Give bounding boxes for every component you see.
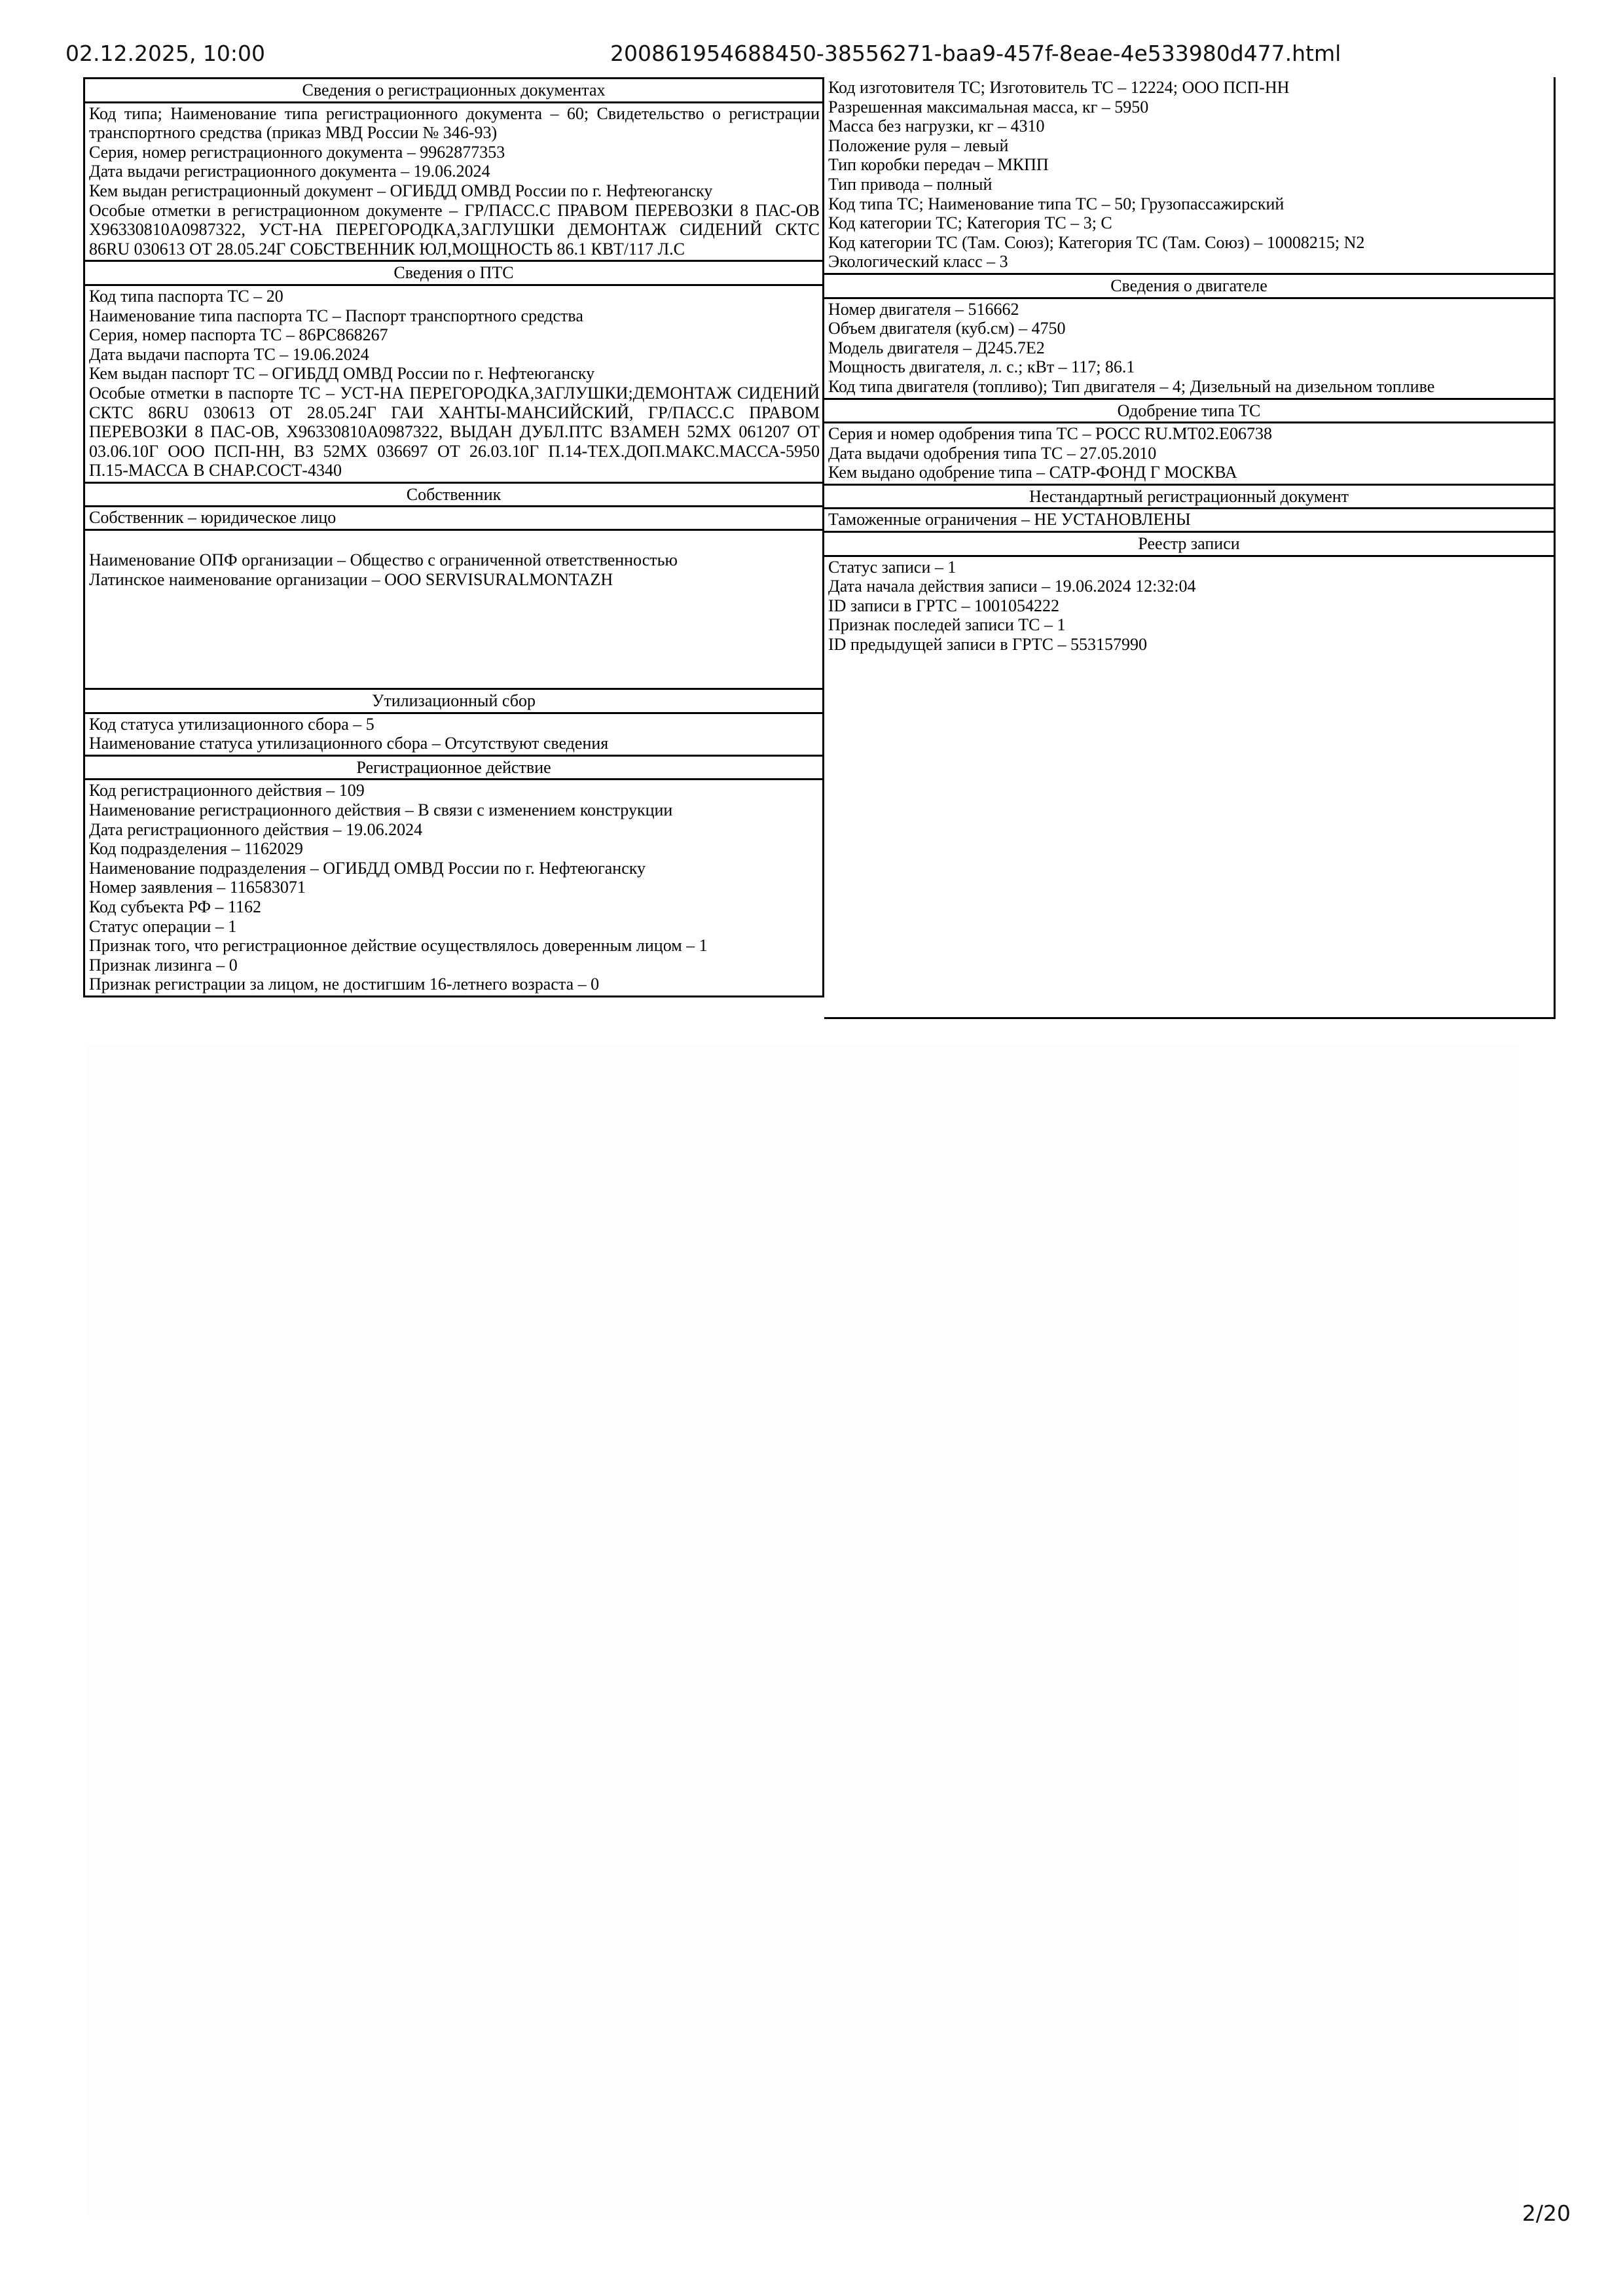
- reg-action-region-code: Код субъекта РФ – 1162: [89, 897, 262, 916]
- reg-doc-number: Серия, номер регистрационного документа – 9962877353: [89, 142, 505, 162]
- owner-opf: Наименование ОПФ организации – Общество с ограниченной ответственностью: [89, 550, 678, 570]
- vehicle-max-mass: Разрешенная максимальная масса, кг – 5950: [828, 97, 1149, 117]
- record-start-date: Дата начала действия записи – 19.06.2024 12:32:04: [828, 577, 1196, 596]
- engine-model: Модель двигателя – Д245.7Е2: [828, 338, 1045, 357]
- section-title-nonstandard: Нестандартный регистрационный документ: [824, 486, 1554, 510]
- reg-action-dept-name: Наименование подразделения – ОГИБДД ОМВД России по г. Нефтеюганску: [89, 858, 646, 878]
- blank-area: [85, 1045, 1519, 2216]
- vehicle-category: Код категории ТС; Категория ТС – 3; С: [828, 213, 1112, 233]
- reg-action-leasing: Признак лизинга – 0: [89, 955, 238, 975]
- section-vehicle: [824, 77, 1554, 275]
- record-id: ID записи в ГРТС – 1001054222: [828, 596, 1059, 615]
- owner-type: [85, 507, 822, 531]
- approval-issuer: Кем выдано одобрение типа – САТР-ФОНД Г МОСКВА: [828, 463, 1237, 482]
- document-table: [83, 77, 1556, 1019]
- print-datetime: 02.12.2025, 10:00: [65, 41, 266, 66]
- section-title-pts: Сведения о ПТС: [85, 262, 822, 286]
- section-title-type-approval: Одобрение типа ТС: [824, 400, 1554, 424]
- reg-action-name: Наименование регистрационного действия – В связи с изменением конструкции: [89, 800, 673, 820]
- pts-type-code: Код типа паспорта ТС – 20: [89, 286, 283, 306]
- recycling-status-name: Наименование статуса утилизационного сбора – Отсутствуют сведения: [89, 734, 609, 753]
- section-title-engine: Сведения о двигателе: [824, 275, 1554, 299]
- print-filename: 200861954688450-38556271-baa9-457f-8eae-4e533980d477.html: [610, 41, 1341, 66]
- section-title-recycling: Утилизационный сбор: [85, 690, 822, 714]
- engine-number: Номер двигателя – 516662: [828, 299, 1019, 319]
- pts-date: Дата выдачи паспорта ТС – 19.06.2024: [89, 344, 369, 364]
- vehicle-category-customs: Код категории ТС (Там. Союз); Категория ТС (Там. Союз) – 10008215; N2: [828, 232, 1365, 252]
- right-column: [824, 77, 1556, 1019]
- vehicle-type: Код типа ТС; Наименование типа ТС – 50; Грузопассажирский: [828, 194, 1285, 213]
- reg-action-application: Номер заявления – 116583071: [89, 878, 306, 897]
- section-reg-action: [85, 780, 822, 996]
- owner-type-text: Собственник – юридическое лицо: [89, 508, 337, 528]
- engine-volume: Объем двигателя (куб.см) – 4750: [828, 319, 1066, 338]
- section-pts: [85, 286, 822, 484]
- vehicle-eco-class: Экологический класс – 3: [828, 252, 1008, 272]
- section-recycling: [85, 714, 822, 757]
- section-reg-docs: [85, 103, 822, 262]
- vehicle-drive: Тип привода – полный: [828, 174, 993, 194]
- vehicle-steering: Положение руля – левый: [828, 135, 1009, 155]
- pts-issuer: Кем выдан паспорт ТС – ОГИБДД ОМВД России по г. Нефтеюганску: [89, 364, 595, 384]
- vehicle-manufacturer: Код изготовителя ТС; Изготовитель ТС – 12224; ООО ПСП-НН: [828, 78, 1290, 97]
- reg-action-minor: Признак регистрации за лицом, не достигшим 16-летнего возраста – 0: [89, 975, 600, 994]
- record-status: Статус записи – 1: [828, 557, 957, 577]
- section-title-reg-action: Регистрационное действие: [85, 757, 822, 781]
- section-engine: [824, 299, 1554, 400]
- pts-notes: Особые отметки в паспорте ТС – УСТ-НА ПЕРЕГОРОДКА,ЗАГЛУШКИ;ДЕМОНТАЖ СИДЕНИЙ СКТС 86RU 030613 ОТ 28.05.24Г ГАИ ХАНТЫ-МАНСИЙСКИЙ, ГР/ПАСС.С ПРАВОМ ПЕРЕВОЗКИ 8 ПАС-ОВ, X96330810A0987322, ВЫДАН ДУБЛ.ПТС ВЗАМЕН 52МХ 061207 ОТ 03.06.10Г ООО ПСП-НН, ВЗ 52МХ 036697 ОТ 26.03.10Г П.14-ТЕХ.ДОП.МАКС.МАССА-5950 П.15-МАССА В СНАР.СОСТ-4340: [89, 383, 820, 480]
- reg-doc-notes: Особые отметки в регистрационном документе – ГР/ПАСС.С ПРАВОМ ПЕРЕВОЗКИ 8 ПАС-ОВ X96330810A0987322, УСТ-НА ПЕРЕГОРОДКА,ЗАГЛУШКИ ДЕМОНТАЖ СИДЕНИЙ СКТС 86RU 030613 ОТ 28.05.24Г СОБСТВЕННИК ЮЛ,МОЩНОСТЬ 86.1 КВТ/117 Л.С: [89, 200, 820, 259]
- record-previous-id: ID предыдущей записи в ГРТС – 553157990: [828, 635, 1148, 655]
- section-owner: [85, 531, 822, 690]
- approval-number: Серия и номер одобрения типа ТС – РОСС RU.МТ02.Е06738: [828, 424, 1272, 444]
- recycling-status-code: Код статуса утилизационного сбора – 5: [89, 714, 374, 734]
- section-title-registry: Реестр записи: [824, 533, 1554, 557]
- print-header: [65, 41, 1558, 73]
- reg-action-proxy: Признак того, что регистрационное действие осуществлялось доверенным лицом – 1: [89, 936, 708, 956]
- vehicle-gearbox: Тип коробки передач – МКПП: [828, 155, 1049, 175]
- approval-date: Дата выдачи одобрения типа ТС – 27.05.2010: [828, 443, 1157, 463]
- section-registry: [824, 557, 1554, 656]
- reg-action-code: Код регистрационного действия – 109: [89, 781, 365, 800]
- reg-action-status: Статус операции – 1: [89, 916, 237, 936]
- page-number: 2/20: [1522, 2200, 1571, 2226]
- pts-type-name: Наименование типа паспорта ТС – Паспорт транспортного средства: [89, 306, 583, 325]
- section-title-owner: Собственник: [85, 484, 822, 508]
- reg-doc-date: Дата выдачи регистрационного документа – 19.06.2024: [89, 162, 490, 181]
- record-last-flag: Признак последей записи ТС – 1: [828, 615, 1066, 635]
- pts-number: Серия, номер паспорта ТС – 86РС868267: [89, 325, 388, 345]
- reg-action-date: Дата регистрационного действия – 19.06.2024: [89, 819, 423, 839]
- reg-doc-type: Код типа; Наименование типа регистрационного документа – 60; Свидетельство о регистрации транспортного средства (приказ МВД России № 346-93): [89, 103, 820, 143]
- section-type-approval: [824, 423, 1554, 486]
- engine-power: Мощность двигателя, л. с.; кВт – 117; 86.1: [828, 357, 1135, 377]
- customs-restrictions: Таможенные ограничения – НЕ УСТАНОВЛЕНЫ: [828, 510, 1191, 529]
- reg-action-dept-code: Код подразделения – 1162029: [89, 839, 303, 859]
- owner-latin-name: Латинское наименование организации – ООО SERVISURALMONTAZH: [89, 569, 613, 589]
- section-title-reg-docs: Сведения о регистрационных документах: [85, 79, 822, 103]
- left-column: [83, 77, 824, 997]
- reg-doc-issuer: Кем выдан регистрационный документ – ОГИБДД ОМВД России по г. Нефтеюганску: [89, 181, 713, 200]
- engine-fuel-type: Код типа двигателя (топливо); Тип двигателя – 4; Дизельный на дизельном топливе: [828, 376, 1435, 396]
- vehicle-curb-mass: Масса без нагрузки, кг – 4310: [828, 117, 1045, 136]
- section-nonstandard: [824, 509, 1554, 533]
